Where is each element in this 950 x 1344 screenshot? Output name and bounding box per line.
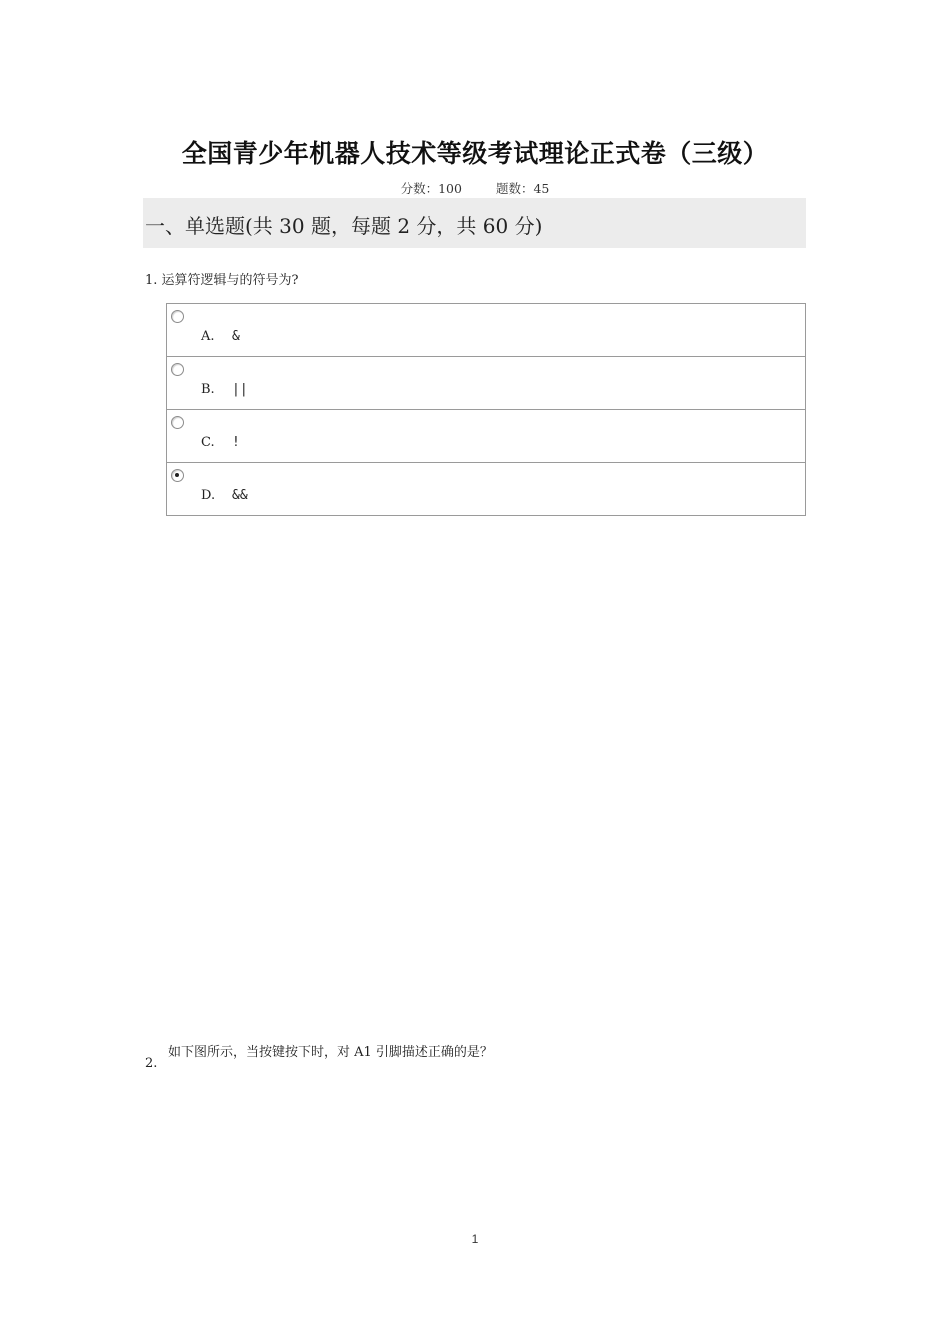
section-header (143, 198, 806, 248)
radio-icon[interactable] (171, 416, 184, 429)
option-letter: C. (201, 435, 215, 450)
question-2-number: 2. (145, 1056, 158, 1071)
section-title: 一、单选题(共 30 题，每题 2 分，共 60 分) (145, 214, 543, 238)
option-b[interactable] (167, 357, 805, 410)
option-text: && (232, 488, 248, 503)
exam-title: 全国青少年机器人技术等级考试理论正式卷（三级） (181, 139, 769, 168)
question-count-label: 题数：45 (495, 181, 550, 196)
exam-meta (0, 179, 950, 197)
option-a[interactable] (167, 304, 805, 357)
radio-icon[interactable] (171, 310, 184, 323)
option-text: & (232, 329, 240, 344)
question-2-text: 如下图所示，当按键按下时，对 A1 引脚描述正确的是？ (168, 1045, 493, 1060)
option-d[interactable] (167, 463, 805, 515)
option-letter: B. (201, 382, 215, 397)
page-number: 1 (471, 1232, 479, 1246)
question-1-options (166, 303, 806, 516)
question-1-text: 1. 运算符逻辑与的符号为? (145, 273, 299, 288)
option-letter: D. (201, 488, 216, 503)
option-text: ! (232, 435, 240, 450)
option-letter: A. (201, 329, 215, 344)
option-text: || (232, 382, 248, 397)
radio-selected-icon[interactable] (171, 469, 184, 482)
score-label: 分数：100 (400, 181, 462, 196)
option-c[interactable] (167, 410, 805, 463)
radio-icon[interactable] (171, 363, 184, 376)
